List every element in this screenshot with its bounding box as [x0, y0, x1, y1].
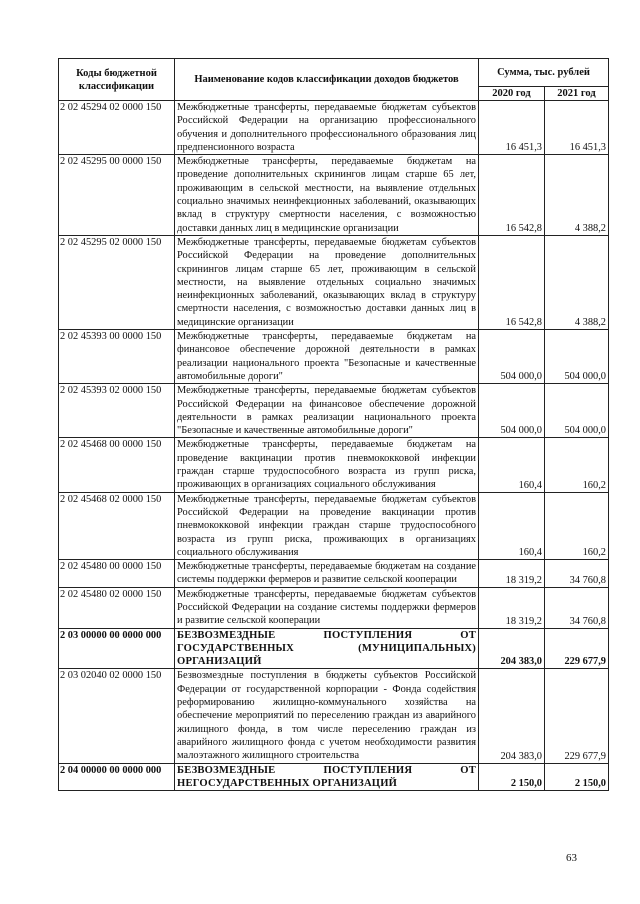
- amount-2020-cell: 18 319,2: [479, 560, 545, 588]
- budget-code-cell: 2 02 45468 02 0000 150: [59, 492, 175, 559]
- amount-2020-cell: 16 542,8: [479, 155, 545, 236]
- amount-2020-cell: 504 000,0: [479, 384, 545, 438]
- classification-name-cell: Межбюджетные трансферты, передаваемые бюджетам субъектов Российской Федерации на проведение вакцинации против пневмококковой инфекции граждан старше трудоспособного возраста из групп риска, проживающих в организациях социального обслуживания: [175, 492, 479, 559]
- classification-name-cell: Межбюджетные трансферты, передаваемые бюджетам на создание системы поддержки фермеров и развитие сельской кооперации: [175, 560, 479, 588]
- table-row: [59, 669, 609, 763]
- table-row: [59, 384, 609, 438]
- budget-code-cell: 2 02 45294 02 0000 150: [59, 101, 175, 155]
- table-row: [59, 587, 609, 628]
- classification-name-cell: БЕЗВОЗМЕЗДНЫЕ ПОСТУПЛЕНИЯ ОТ НЕГОСУДАРСТВЕННЫХ ОРГАНИЗАЦИЙ: [175, 763, 479, 791]
- table-row: [59, 235, 609, 329]
- table-row: [59, 101, 609, 155]
- table-row: [59, 560, 609, 588]
- table-row: [59, 155, 609, 236]
- name-column-header: Наименование кодов классификации доходов бюджетов: [175, 59, 479, 101]
- budget-code-cell: 2 03 02040 02 0000 150: [59, 669, 175, 763]
- amount-2020-cell: 2 150,0: [479, 763, 545, 791]
- table-header: [59, 59, 609, 101]
- table-row: [59, 628, 609, 669]
- classification-name-cell: Безвозмездные поступления в бюджеты субъектов Российской Федерации от государственной корпорации - Фонда содействия реформированию жилищно-коммунального хозяйства на обеспечение мероприятий по переселению граждан из аварийного жилищного фонда, в том числе переселению граждан из аварийного жилищного фонда с учетом необходимости развития малоэтажного жилищного строительства: [175, 669, 479, 763]
- table-row: [59, 438, 609, 492]
- amount-2020-cell: 160,4: [479, 492, 545, 559]
- year-2021-header: 2021 год: [545, 87, 609, 101]
- amount-2020-cell: 160,4: [479, 438, 545, 492]
- amount-2020-cell: 504 000,0: [479, 330, 545, 384]
- amount-2020-cell: 16 451,3: [479, 101, 545, 155]
- budget-code-cell: 2 02 45468 00 0000 150: [59, 438, 175, 492]
- budget-table-sheet: [58, 58, 608, 791]
- amount-2021-cell: 16 451,3: [545, 101, 609, 155]
- budget-code-cell: 2 02 45480 00 0000 150: [59, 560, 175, 588]
- amount-2021-cell: 504 000,0: [545, 384, 609, 438]
- budget-code-cell: 2 02 45480 02 0000 150: [59, 587, 175, 628]
- amount-2020-cell: 204 383,0: [479, 628, 545, 669]
- amount-2020-cell: 16 542,8: [479, 235, 545, 329]
- amount-2021-cell: 229 677,9: [545, 669, 609, 763]
- table-body: [59, 101, 609, 791]
- amount-2021-cell: 4 388,2: [545, 155, 609, 236]
- codes-column-header: Коды бюджетной классификации: [59, 59, 175, 101]
- classification-name-cell: Межбюджетные трансферты, передаваемые бюджетам на финансовое обеспечение дорожной деятельности в рамках реализации национального проекта "Безопасные и качественные автомобильные дороги": [175, 330, 479, 384]
- sum-column-header: Сумма, тыс. рублей: [479, 59, 609, 87]
- amount-2021-cell: 160,2: [545, 492, 609, 559]
- table-row: [59, 330, 609, 384]
- amount-2020-cell: 204 383,0: [479, 669, 545, 763]
- amount-2021-cell: 4 388,2: [545, 235, 609, 329]
- table-row: [59, 492, 609, 559]
- classification-name-cell: Межбюджетные трансферты, передаваемые бюджетам субъектов Российской Федерации на проведение дополнительных скринингов лицам старше 65 лет, проживающим в сельской местности, на выявление отдельных социально значимых неинфекционных заболеваний, оказывающих вклад в структуру смертности населения, с возможностью доставки данных лиц в медицинские организации: [175, 235, 479, 329]
- budget-revenue-table: [58, 58, 609, 791]
- amount-2021-cell: 160,2: [545, 438, 609, 492]
- budget-code-cell: 2 02 45295 02 0000 150: [59, 235, 175, 329]
- budget-code-cell: 2 02 45393 02 0000 150: [59, 384, 175, 438]
- year-2020-header: 2020 год: [479, 87, 545, 101]
- budget-code-cell: 2 04 00000 00 0000 000: [59, 763, 175, 791]
- classification-name-cell: Межбюджетные трансферты, передаваемые бюджетам на проведение вакцинации против пневмококковой инфекции граждан старше трудоспособного возраста из групп риска, проживающих в организациях социального обслуживания: [175, 438, 479, 492]
- amount-2021-cell: 504 000,0: [545, 330, 609, 384]
- classification-name-cell: Межбюджетные трансферты, передаваемые бюджетам на проведение дополнительных скринингов лицам старше 65 лет, проживающим в сельской местности, на выявление отдельных социально значимых неинфекционных заболеваний, оказывающих вклад в структуру смертности населения, с возможностью доставки данных лиц в медицинские организации: [175, 155, 479, 236]
- budget-code-cell: 2 03 00000 00 0000 000: [59, 628, 175, 669]
- budget-code-cell: 2 02 45295 00 0000 150: [59, 155, 175, 236]
- amount-2021-cell: 34 760,8: [545, 560, 609, 588]
- classification-name-cell: БЕЗВОЗМЕЗДНЫЕ ПОСТУПЛЕНИЯ ОТ ГОСУДАРСТВЕННЫХ (МУНИЦИПАЛЬНЫХ) ОРГАНИЗАЦИЙ: [175, 628, 479, 669]
- table-row: [59, 763, 609, 791]
- amount-2021-cell: 2 150,0: [545, 763, 609, 791]
- budget-code-cell: 2 02 45393 00 0000 150: [59, 330, 175, 384]
- classification-name-cell: Межбюджетные трансферты, передаваемые бюджетам субъектов Российской Федерации на организацию профессионального обучения и дополнительного профессионального образования лиц предпенсионного возраста: [175, 101, 479, 155]
- page-number: 63: [566, 852, 577, 864]
- amount-2020-cell: 18 319,2: [479, 587, 545, 628]
- classification-name-cell: Межбюджетные трансферты, передаваемые бюджетам субъектов Российской Федерации на финансовое обеспечение дорожной деятельности в рамках реализации национального проекта "Безопасные и качественные автомобильные дороги": [175, 384, 479, 438]
- amount-2021-cell: 229 677,9: [545, 628, 609, 669]
- classification-name-cell: Межбюджетные трансферты, передаваемые бюджетам субъектов Российской Федерации на создание системы поддержки фермеров и развитие сельской кооперации: [175, 587, 479, 628]
- amount-2021-cell: 34 760,8: [545, 587, 609, 628]
